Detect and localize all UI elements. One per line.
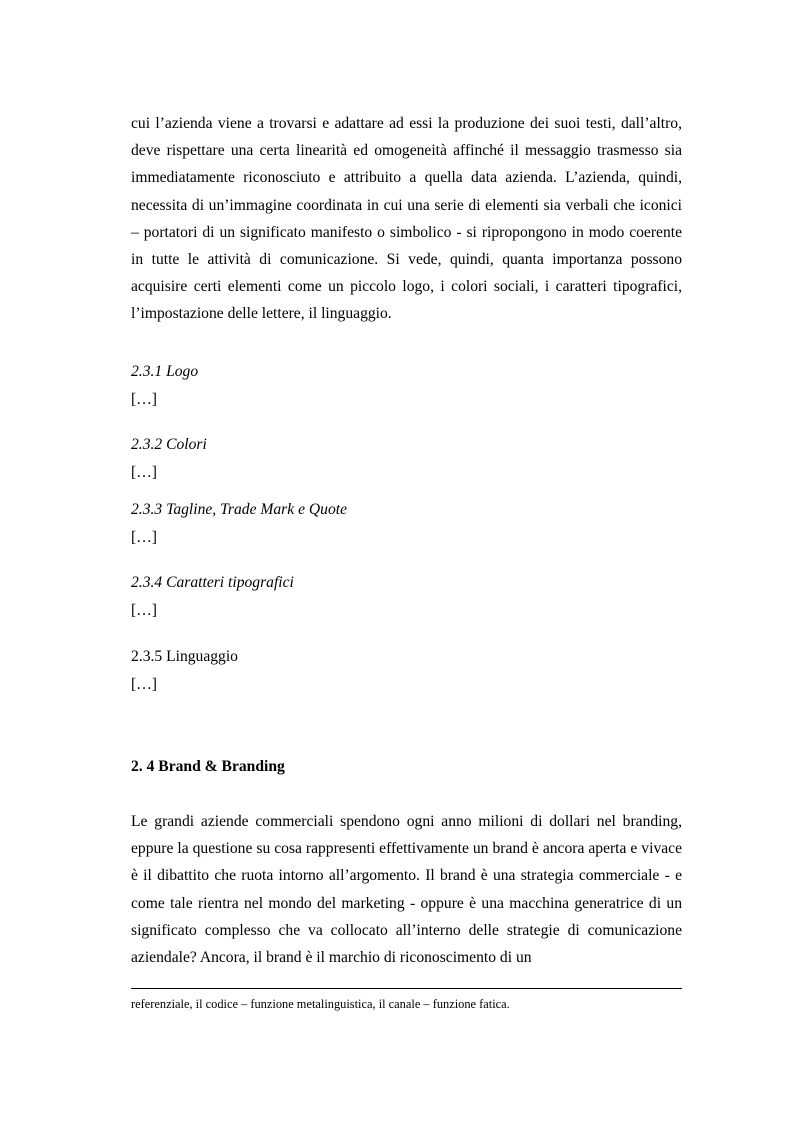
subsection-title-colori: 2.3.2 Colori: [131, 436, 207, 453]
subsection-body-tagline: […]: [131, 529, 157, 546]
subsection-body-caratteri: […]: [131, 602, 157, 619]
brand-paragraph: Le grandi aziende commerciali spendono ogni anno milioni di dollari nel branding, eppure la questione su cosa rappresenti effettivamente un brand è ancora aperta e vivace è il dibattito che ruota intorno all’argomento. Il brand è una strategia commerciale - e come tale rientra nel mondo del marketing - oppure è una macchina generatrice di un significato complesso che va collocato all’interno delle strategie di comunicazione aziendale? Ancora, il brand è il marchio di riconoscimento di un: [131, 813, 682, 967]
footnote-separator: [131, 988, 682, 989]
intro-paragraph: cui l’azienda viene a trovarsi e adattare ad essi la produzione dei suoi testi, dall’altro, deve rispettare una certa linearità ed omogeneità affinché il messaggio trasmesso sia immediatamente riconosciuto e attribuito a quella data azienda. L’azienda, quindi, necessita di un’immagine coordinata in cui una serie di elementi sia verbali che iconici – portatori di un significato manifesto o simbolico - si ripropongono in modo coerente in tutte le attività di comunicazione. Si vede, quindi, quanta importanza possono acquisire certi elementi come un piccolo logo, i colori sociali, i caratteri tipografici, l’impostazione delle lettere, il linguaggio.: [131, 115, 682, 323]
subsection-body-colori: […]: [131, 464, 157, 481]
subsection-body-logo: […]: [131, 391, 157, 408]
section-heading: 2. 4 Brand & Branding: [131, 758, 285, 775]
subsection-title-tagline: 2.3.3 Tagline, Trade Mark e Quote: [131, 501, 347, 518]
subsection-body-linguaggio: […]: [131, 676, 157, 693]
subsection-title-linguaggio: 2.3.5 Linguaggio: [131, 648, 238, 665]
subsection-title-logo: 2.3.1 Logo: [131, 363, 199, 380]
footnote-text: referenziale, il codice – funzione metalinguistica, il canale – funzione fatica.: [131, 997, 510, 1011]
subsection-title-caratteri: 2.3.4 Caratteri tipografici: [131, 574, 294, 591]
